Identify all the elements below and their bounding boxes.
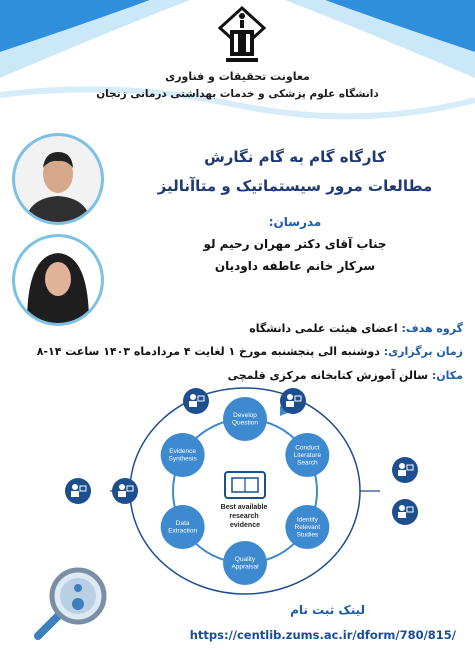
- researcher-icon: [392, 457, 418, 483]
- cycle-step-3: [285, 505, 329, 549]
- researcher-icon: [392, 499, 418, 525]
- instructor-name-1: جناب آقای دکتر مهران رحیم لو: [203, 237, 387, 251]
- instructors-heading: مدرسان:: [268, 215, 322, 229]
- center-evidence-label: Best available research evidence: [220, 504, 268, 529]
- target-group-value: اعضای هیئت علمی دانشگاه: [249, 322, 402, 335]
- event-location-label: مکان:: [431, 369, 463, 382]
- registration-label: لینک ثبت نام: [290, 603, 365, 617]
- researcher-icon: [183, 388, 209, 414]
- cycle-step-6: [161, 433, 205, 477]
- cycle-step-label: Conduct Literature Search: [293, 444, 322, 467]
- cycle-step-label: Develop Question: [231, 412, 259, 427]
- cycle-step-label: Identify Relevant Studies: [294, 516, 321, 539]
- cycle-step-4: [223, 541, 267, 585]
- cycle-step-label: Evidence Synthesis: [168, 448, 197, 463]
- researcher-icon: [65, 478, 91, 504]
- event-time-label: زمان برگزاری:: [383, 345, 463, 358]
- researcher-icon: [112, 478, 138, 504]
- workshop-title-1: کارگاه گام به گام نگارش: [204, 148, 386, 166]
- event-location: [8, 369, 463, 382]
- instructor-photo-2: [12, 234, 104, 326]
- cycle-step-label: Quality Appraisal: [231, 556, 259, 571]
- instructor-name-2: سرکار خانم عاطفه داودیان: [214, 259, 376, 273]
- researcher-icon: [280, 388, 306, 414]
- workshop-title-2: مطالعات مرور سیستماتیک و متاآنالیز: [157, 177, 433, 195]
- center-evidence-box: [221, 472, 270, 529]
- cycle-step-label: Data Extraction: [168, 520, 198, 535]
- target-group-label: گروه هدف:: [401, 322, 463, 335]
- header-line-2: دانشگاه علوم پزشکی و خدمات بهداشتی درمانی زنجان: [96, 88, 379, 100]
- cycle-step-2: [285, 433, 329, 477]
- event-location-value: سالن آموزش کتابخانه مرکزی قلمچی: [227, 369, 432, 382]
- cycle-step-5: [161, 505, 205, 549]
- cycle-step-1: [223, 397, 267, 441]
- target-group: [8, 322, 463, 335]
- event-time-value: دوشنبه الی پنجشنبه مورخ ۱ لغایت ۴ مردادماه ۱۴۰۳ ساعت ۱۴-۸: [36, 345, 384, 358]
- registration-link[interactable]: https://centlib.zums.ac.ir/dform/780/815/: [189, 628, 456, 642]
- event-time: [8, 345, 463, 358]
- header-line-1: معاونت تحقیقات و فناوری: [165, 70, 310, 83]
- instructor-photo-1: [12, 133, 104, 225]
- university-logo: [216, 6, 268, 68]
